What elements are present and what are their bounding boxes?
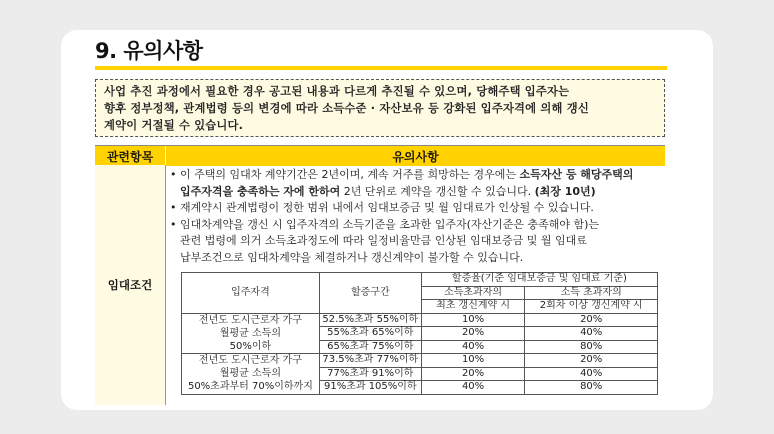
col-rate-group: 할증율(기준 임대보증금 및 임대료 기준)	[421, 273, 657, 287]
range-cell: 55%초과 65%이하	[319, 327, 421, 341]
range-cell: 65%초과 75%이하	[319, 340, 421, 354]
first-rate-cell: 40%	[421, 340, 525, 354]
bullet-icon: •	[170, 168, 177, 181]
second-rate-cell: 80%	[525, 381, 658, 395]
second-rate-cell: 80%	[525, 340, 658, 354]
col-second-renewal-sub: 2회차 이상 갱신계약 시	[525, 300, 658, 314]
note-item	[170, 217, 662, 267]
notice-line: 향후 정부정책, 관계법령 등의 변경에 따라 소득수준 · 자산보유 등 강화된 입주자격에 의해 갱신	[104, 102, 590, 115]
note-item	[170, 200, 662, 217]
note-emphasis: (최장 10년)	[534, 184, 596, 198]
col-first-renewal-sub: 최초 갱신계약 시	[421, 300, 525, 314]
increase-rate-table	[181, 272, 658, 395]
first-rate-cell: 20%	[421, 327, 525, 341]
range-cell: 52.5%초과 55%이하	[319, 313, 421, 327]
table-header	[95, 145, 665, 166]
note-text: 이 주택의 임대차 계약기간은 2년이며, 계속 거주를 희망하는 경우에는	[180, 168, 520, 181]
table-row	[182, 313, 658, 327]
first-rate-cell: 20%	[421, 367, 525, 381]
range-cell: 77%초과 91%이하	[319, 367, 421, 381]
range-cell: 91%초과 105%이하	[319, 381, 421, 395]
col-second-renewal: 소득 초과자의	[525, 286, 658, 300]
note-text: 납부조건으로 임대차계약을 체결하거나 갱신계약이 불가할 수 있습니다.	[180, 250, 524, 264]
second-rate-cell: 20%	[525, 313, 658, 327]
second-rate-cell: 40%	[525, 327, 658, 341]
note-text: 관련 법령에 의거 소득초과정도에 따라 일정비율만큼 인상된 임대보증금 및 월 임대료	[180, 234, 587, 248]
table-head-row	[182, 273, 658, 287]
table-row	[182, 354, 658, 368]
header-category: 관련항목	[95, 146, 166, 166]
first-rate-cell: 10%	[421, 354, 525, 368]
second-rate-cell: 40%	[525, 367, 658, 381]
col-range: 할증구간	[319, 273, 421, 314]
note-emphasis: 소득자산 등 해당주택의	[519, 168, 634, 181]
note-text: 재계약시 관계법령이 정한 범위 내에서 임대보증금 및 월 임대료가 인상될 수 있습니다.	[180, 201, 594, 215]
col-first-renewal: 소득초과자의	[421, 286, 525, 300]
category-cell: 임대조건	[95, 165, 166, 405]
notice-box	[95, 79, 665, 137]
second-rate-cell: 20%	[525, 354, 658, 368]
notes-list	[170, 167, 662, 267]
bullet-icon: •	[170, 201, 177, 215]
heading-underline	[95, 66, 667, 70]
bullet-icon: •	[170, 217, 177, 231]
first-rate-cell: 40%	[421, 381, 525, 395]
first-rate-cell: 10%	[421, 313, 525, 327]
eligibility-group: 전년도 도시근로자 가구 월평균 소득의 50%이하	[182, 313, 320, 354]
header-notes: 유의사항	[392, 149, 439, 164]
note-text: 임대차계약을 갱신 시 입주자격의 소득기준을 초과한 입주자(자산기준은 충족해야 함)는	[180, 217, 600, 231]
range-cell: 73.5%초과 77%이하	[319, 354, 421, 368]
notice-line: 사업 추진 과정에서 필요한 경우 공고된 내용과 다르게 추진될 수 있으며, 당해주택 입주자는	[104, 85, 570, 98]
note-item	[170, 167, 662, 200]
notice-line: 계약이 거절될 수 있습니다.	[104, 119, 244, 132]
eligibility-group: 전년도 도시근로자 가구 월평균 소득의 50%초과부터 70%이하까지	[182, 354, 320, 395]
note-emphasis: 입주자격을 충족하는 자에 한하여	[180, 184, 341, 198]
section-heading: 9. 유의사항	[95, 39, 203, 63]
note-text: 2년 단위로 계약을 갱신할 수 있습니다.	[340, 184, 535, 198]
col-eligibility: 입주자격	[182, 273, 320, 314]
